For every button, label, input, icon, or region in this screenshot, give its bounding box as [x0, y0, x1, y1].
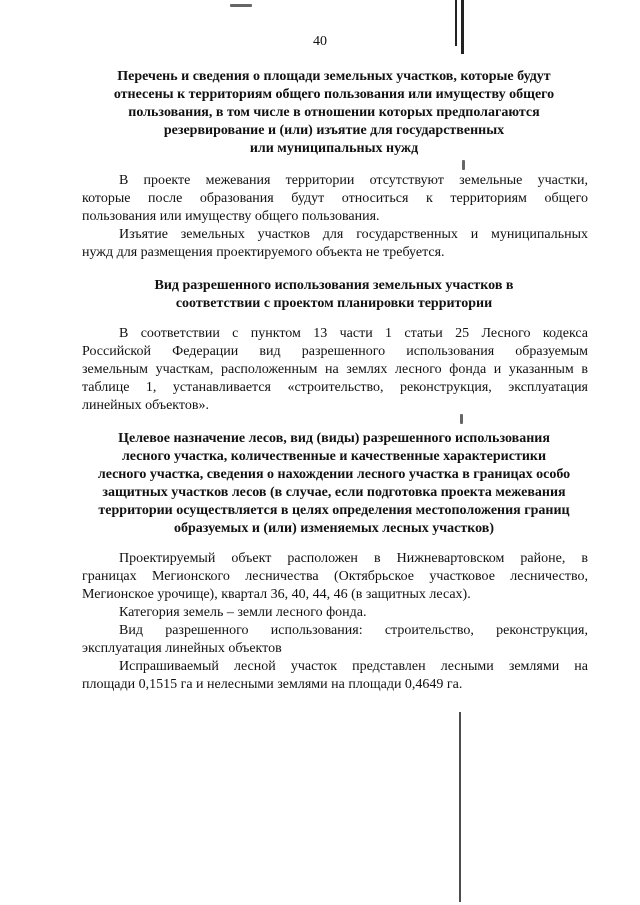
paragraph-line: Вид разрешенного использования: строительство, реконструкция, — [119, 623, 588, 638]
paragraph — [82, 172, 588, 262]
paragraph-line: Проектируемый объект расположен в Нижневартовском районе, в — [119, 551, 588, 566]
heading-line: Целевое назначение лесов, вид (виды) разрешенного использования — [118, 431, 550, 446]
paragraph-line: В проекте межевания территории отсутствуют земельные участки, — [119, 173, 588, 188]
scan-artifact — [459, 712, 461, 902]
heading-line: территории осуществляется в целях определения местоположения границ — [98, 503, 570, 518]
section-heading-permitted-use — [78, 277, 590, 313]
paragraph-line: нужд для размещения проектируемого объекта не требуется. — [82, 245, 445, 260]
scan-artifact — [230, 4, 252, 7]
heading-line: Вид разрешенного использования земельных участков в — [154, 278, 514, 293]
paragraph-line: Испрашиваемый лесной участок представлен лесными землями на — [119, 659, 588, 674]
paragraph-line: пользования или имуществу общего пользования. — [82, 209, 380, 224]
paragraph-line: земельным участкам, расположенным на землях лесного фонда и указанным в — [82, 362, 588, 377]
paragraph-line: В соответствии с пунктом 13 части 1 статьи 25 Лесного кодекса — [119, 326, 588, 341]
heading-line: пользования, в том числе в отношении которых предполагаются — [128, 105, 540, 120]
paragraph-line: Изъятие земельных участков для государственных и муниципальных — [119, 227, 588, 242]
heading-line: лесного участка, сведения о нахождении лесного участка в границах особо — [97, 467, 571, 482]
paragraph-line: эксплуатация линейных объектов — [82, 641, 282, 656]
paragraph-line: таблице 1, устанавливается «строительство, реконструкция, эксплуатация — [82, 380, 588, 395]
paragraph-line: линейных объектов». — [82, 398, 209, 413]
section-heading-forest-purpose — [78, 430, 590, 538]
heading-line: или муниципальных нужд — [249, 141, 419, 156]
section-heading-reserved-land — [78, 68, 590, 158]
heading-line: соответствии с проектом планировки территории — [175, 296, 493, 311]
heading-line: лесного участка, количественные и качественные характеристики — [121, 449, 547, 464]
paragraph-line: которые после образования будут относиться к территориям общего — [82, 191, 588, 206]
heading-line: образуемых и (или) изменяемых лесных участков) — [173, 521, 494, 536]
paragraph-line: площади 0,1515 га и нелесными землями на площади 0,4649 га. — [82, 677, 463, 692]
paragraph-line: Категория земель – земли лесного фонда. — [119, 605, 367, 620]
heading-line: резервирование и (или) изъятие для государственных — [163, 123, 505, 138]
paragraph-line: Российской Федерации вид разрешенного использования образуемым — [82, 344, 588, 359]
scan-artifact — [460, 414, 463, 424]
paragraph-line: Мегионское урочище), квартал 36, 40, 44, 46 (в защитных лесах). — [82, 587, 471, 602]
paragraph-line: границах Мегионского лесничества (Октябрьское участковое лесничество, — [82, 569, 588, 584]
heading-line: защитных участков лесов (в случае, если подготовка проекта межевания — [102, 485, 566, 500]
paragraph — [82, 325, 588, 415]
heading-line: Перечень и сведения о площади земельных участков, которые будут — [117, 69, 551, 84]
paragraph — [82, 550, 588, 694]
scan-artifact — [462, 160, 465, 170]
page-number: 40 — [313, 34, 327, 49]
heading-line: отнесены к территориям общего пользования или имуществу общего — [113, 87, 555, 102]
